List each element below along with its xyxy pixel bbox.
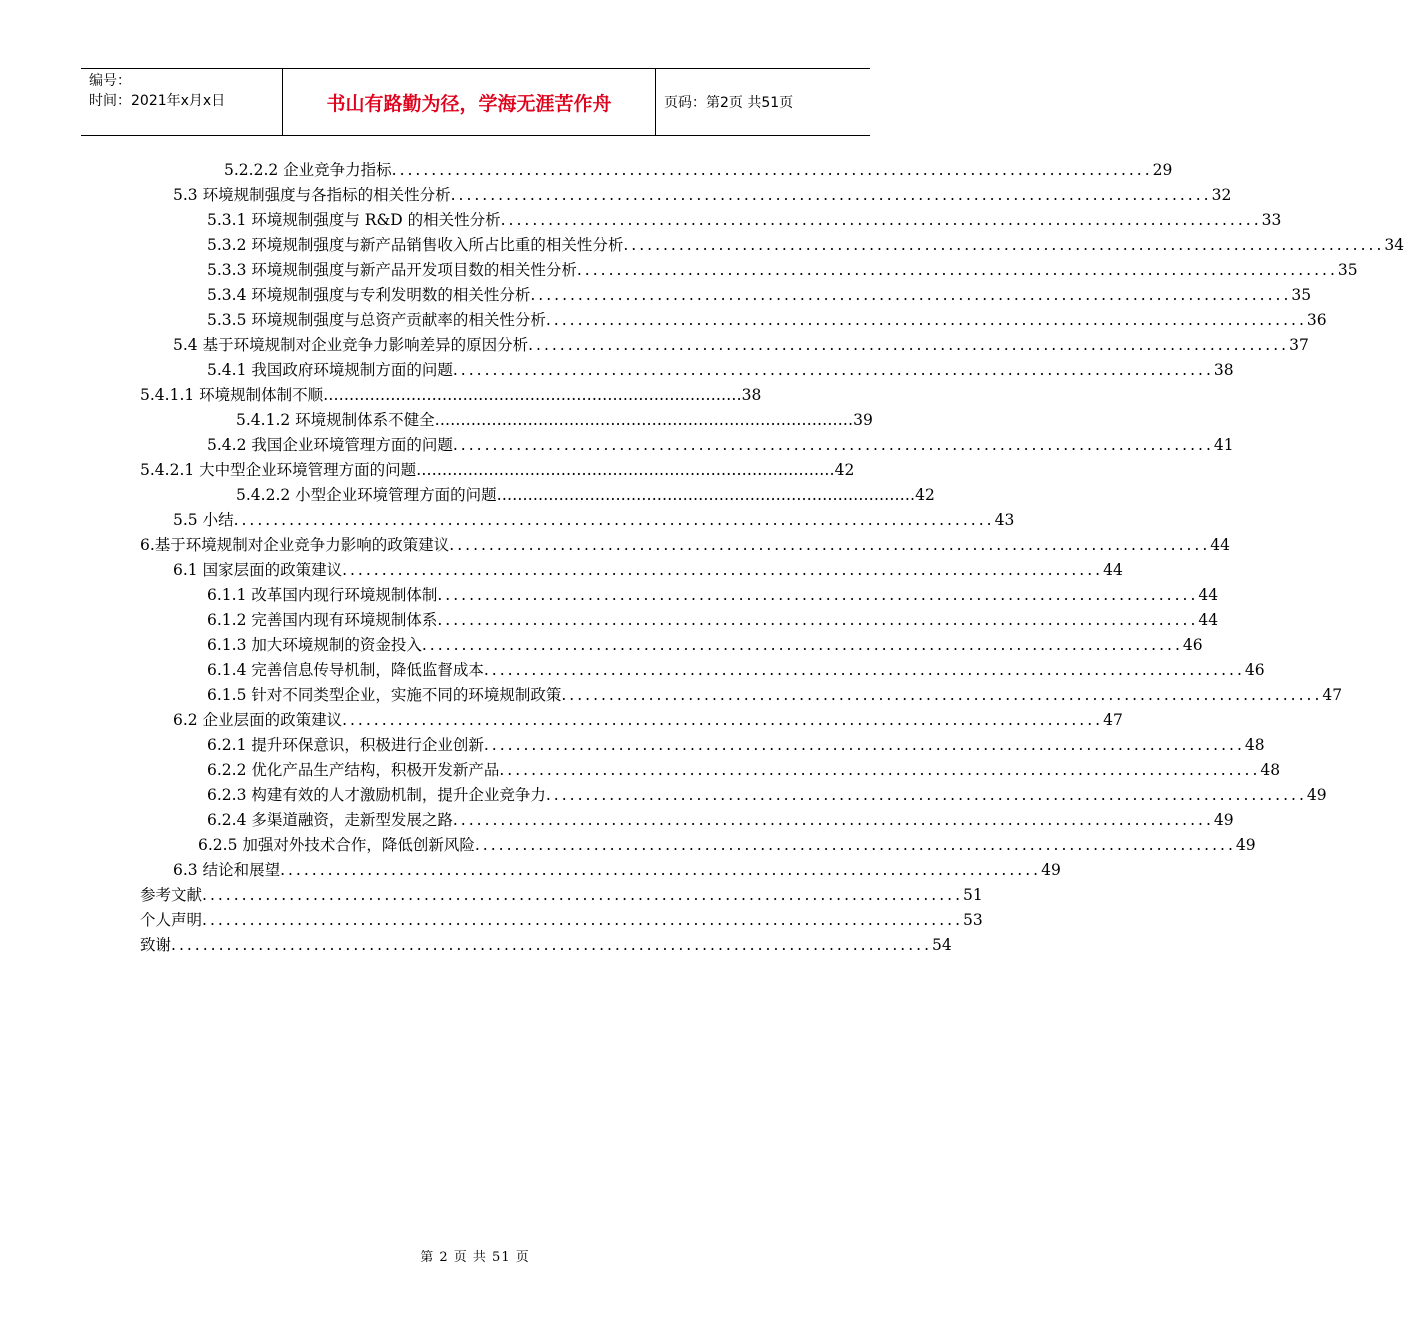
toc-entry-page: 42 — [915, 486, 935, 504]
toc-entry-title: 6.1 国家层面的政策建议 — [173, 561, 343, 579]
header-meta — [81, 69, 283, 135]
toc-leader: ................................................................................................ — [528, 336, 1290, 354]
toc-entry-page: 46 — [1182, 636, 1203, 654]
toc-entry-title: 6.基于环境规制对企业竞争力影响的政策建议 — [140, 536, 450, 554]
toc-entry[interactable] — [207, 433, 1234, 458]
toc-entry[interactable] — [207, 808, 1234, 833]
toc-entry[interactable] — [173, 558, 1123, 583]
toc-entry[interactable] — [207, 308, 1327, 333]
toc-leader: ................................................................................................ — [452, 811, 1214, 829]
toc-leader: ................................................................................................ — [202, 886, 964, 904]
toc-entry-page: 47 — [1103, 711, 1123, 729]
toc-entry[interactable] — [198, 833, 1256, 858]
header-motto: 书山有路勤为径，学海无涯苦作舟 — [283, 69, 656, 135]
toc-leader: ................................................................................................ — [449, 536, 1211, 554]
toc-leader: ................................................................................................ — [483, 736, 1245, 754]
toc-entry[interactable] — [140, 458, 855, 483]
toc-entry-title: 5.4.1.1 环境规制体制不顺 — [140, 386, 324, 404]
toc-entry[interactable] — [173, 333, 1309, 358]
toc-entry-page: 35 — [1337, 261, 1358, 279]
toc-entry-title: 5.4 基于环境规制对企业竞争力影响差异的原因分析 — [173, 336, 529, 354]
toc-entry-page: 48 — [1260, 761, 1281, 779]
toc-entry-page: 54 — [932, 936, 952, 954]
toc-entry-title: 6.1.5 针对不同类型企业，实施不同的环境规制政策 — [207, 686, 562, 704]
toc-entry[interactable] — [207, 233, 1404, 258]
toc-entry-page: 49 — [1041, 861, 1061, 879]
toc-entry-page: 49 — [1306, 786, 1327, 804]
toc-entry[interactable] — [236, 408, 873, 433]
toc-entry-title: 5.2.2.2 企业竞争力指标 — [224, 161, 392, 179]
toc-leader: ................................................................................................ — [499, 761, 1261, 779]
toc-entry-page: 39 — [853, 411, 873, 429]
toc-entry-title: 6.2 企业层面的政策建议 — [173, 711, 343, 729]
toc-leader: ................................................................................................ — [545, 311, 1307, 329]
toc-entry[interactable] — [207, 208, 1282, 233]
toc-entry-title: 5.4.2 我国企业环境管理方面的问题 — [207, 436, 453, 454]
toc-leader: ................................................................................................ — [561, 686, 1323, 704]
toc-entry-title: 5.4.1.2 环境规制体系不健全 — [236, 411, 435, 429]
toc-leader: ................................................................................................ — [483, 661, 1245, 679]
toc-entry-title: 5.3.4 环境规制强度与专利发明数的相关性分析 — [207, 286, 531, 304]
toc-entry[interactable] — [140, 908, 983, 933]
toc-leader: ................................................................................................ — [530, 286, 1292, 304]
toc-leader: ................................................................................................ — [421, 636, 1183, 654]
page-footer: 第 2 页 共 51 页 — [420, 1250, 530, 1265]
toc-entry-page: 51 — [963, 886, 983, 904]
toc-entry[interactable] — [173, 708, 1123, 733]
toc-entry[interactable] — [140, 883, 983, 908]
toc-entry-page: 43 — [994, 511, 1015, 529]
toc-entry-title: 5.4.2.2 小型企业环境管理方面的问题 — [236, 486, 497, 504]
toc-leader: ................................................................................................ — [437, 611, 1199, 629]
serial-label: 编号： — [89, 73, 131, 89]
toc-entry-title: 个人声明 — [140, 911, 203, 929]
toc-entry-title: 5.4.2.1 大中型企业环境管理方面的问题 — [140, 461, 417, 479]
toc-leader: ................................................................................................ — [623, 236, 1385, 254]
toc-leader: ……………………………………………………………………… — [323, 386, 742, 404]
toc-leader: ................................................................................................ — [576, 261, 1338, 279]
toc-entry-page: 44 — [1198, 586, 1219, 604]
toc-entry-title: 6.1.1 改革国内现行环境规制体制 — [207, 586, 438, 604]
toc-leader: ................................................................................................ — [342, 561, 1104, 579]
toc-leader: ................................................................................................ — [474, 836, 1236, 854]
toc-entry-title: 6.1.3 加大环境规制的资金投入 — [207, 636, 422, 654]
toc-leader: ................................................................................................ — [342, 711, 1104, 729]
toc-entry-page: 53 — [963, 911, 983, 929]
toc-entry[interactable] — [207, 258, 1358, 283]
toc-entry-page: 35 — [1291, 286, 1312, 304]
toc-entry-page: 34 — [1384, 236, 1404, 254]
toc-entry-title: 6.2.1 提升环保意识，积极进行企业创新 — [207, 736, 484, 754]
toc-entry-title: 5.3.5 环境规制强度与总资产贡献率的相关性分析 — [207, 311, 546, 329]
toc-entry-title: 6.3 结论和展望 — [173, 861, 281, 879]
toc-entry-page: 44 — [1198, 611, 1219, 629]
toc-entry[interactable] — [207, 633, 1203, 658]
toc-entry[interactable] — [207, 758, 1281, 783]
toc-entry-page: 41 — [1213, 436, 1234, 454]
toc-entry-title: 5.3.2 环境规制强度与新产品销售收入所占比重的相关性分析 — [207, 236, 624, 254]
toc-entry-page: 44 — [1210, 536, 1231, 554]
toc-entry-page: 48 — [1244, 736, 1265, 754]
toc-entry-page: 49 — [1235, 836, 1256, 854]
toc-leader: ……………………………………………………………………… — [416, 461, 835, 479]
toc-entry[interactable] — [236, 483, 935, 508]
toc-entry-title: 6.2.5 加强对外技术合作，降低创新风险 — [198, 836, 475, 854]
toc-entry[interactable] — [173, 508, 1015, 533]
toc-entry[interactable] — [207, 733, 1265, 758]
toc-entry-page: 42 — [834, 461, 855, 479]
toc-entry-title: 5.4.1 我国政府环境规制方面的问题 — [207, 361, 453, 379]
toc-entry[interactable] — [207, 283, 1312, 308]
toc-entry[interactable] — [207, 583, 1219, 608]
toc-entry-title: 6.2.2 优化产品生产结构，积极开发新产品 — [207, 761, 500, 779]
toc-leader: ................................................................................................ — [452, 361, 1214, 379]
time-label: 时间：2021年x月x日 — [89, 93, 226, 109]
toc-entry-page: 38 — [741, 386, 762, 404]
toc-entry[interactable] — [207, 783, 1327, 808]
toc-leader: ................................................................................................ — [202, 911, 964, 929]
toc-leader: ................................................................................................ — [280, 861, 1042, 879]
toc-entry[interactable] — [140, 533, 1231, 558]
toc-entry-title: 5.3.1 环境规制强度与 R&D 的相关性分析 — [207, 211, 501, 229]
toc-entry-page: 29 — [1152, 161, 1173, 179]
toc-entry-page: 49 — [1213, 811, 1234, 829]
toc-entry-title: 6.1.4 完善信息传导机制，降低监督成本 — [207, 661, 484, 679]
toc-entry-title: 5.3.3 环境规制强度与新产品开发项目数的相关性分析 — [207, 261, 577, 279]
toc-entry[interactable] — [173, 183, 1232, 208]
toc-leader: ……………………………………………………………………… — [434, 411, 854, 429]
toc-leader: ................................................................................................ — [437, 586, 1199, 604]
toc-leader: ……………………………………………………………………… — [496, 486, 916, 504]
toc-entry-page: 44 — [1103, 561, 1123, 579]
toc-entry-title: 6.2.3 构建有效的人才激励机制，提升企业竞争力 — [207, 786, 546, 804]
toc-entry-title: 5.5 小结 — [173, 511, 234, 529]
toc-entry[interactable] — [173, 858, 1061, 883]
toc-leader: ................................................................................................ — [233, 511, 995, 529]
header-page-label: 页码：第2页 共51页 — [664, 95, 794, 111]
toc-entry-title: 6.2.4 多渠道融资，走新型发展之路 — [207, 811, 453, 829]
toc-leader: ................................................................................................ — [450, 186, 1212, 204]
toc-entry-page: 32 — [1211, 186, 1232, 204]
toc-entry-title: 参考文献 — [140, 886, 203, 904]
toc-entry-page: 47 — [1322, 686, 1343, 704]
toc-leader: ................................................................................................ — [545, 786, 1307, 804]
toc-entry[interactable] — [207, 608, 1219, 633]
toc-entry-page: 37 — [1289, 336, 1309, 354]
toc-entry[interactable] — [224, 158, 1173, 183]
toc-entry-page: 46 — [1244, 661, 1265, 679]
toc-entry-title: 致谢 — [140, 936, 172, 954]
toc-entry[interactable] — [207, 358, 1234, 383]
toc-entry-page: 36 — [1306, 311, 1327, 329]
toc-entry[interactable] — [140, 933, 952, 958]
toc-entry-title: 5.3 环境规制强度与各指标的相关性分析 — [173, 186, 451, 204]
toc-leader: ................................................................................................ — [500, 211, 1262, 229]
toc-entry[interactable] — [207, 658, 1265, 683]
toc-entry-page: 33 — [1261, 211, 1282, 229]
page-header — [81, 68, 870, 136]
toc-entry-page: 38 — [1213, 361, 1234, 379]
toc-leader: ................................................................................................ — [171, 936, 933, 954]
toc-leader: ................................................................................................ — [452, 436, 1214, 454]
toc-entry[interactable] — [207, 683, 1343, 708]
toc-entry-title: 6.1.2 完善国内现有环境规制体系 — [207, 611, 438, 629]
toc-entry[interactable] — [140, 383, 762, 408]
toc-leader: ................................................................................................ — [391, 161, 1153, 179]
